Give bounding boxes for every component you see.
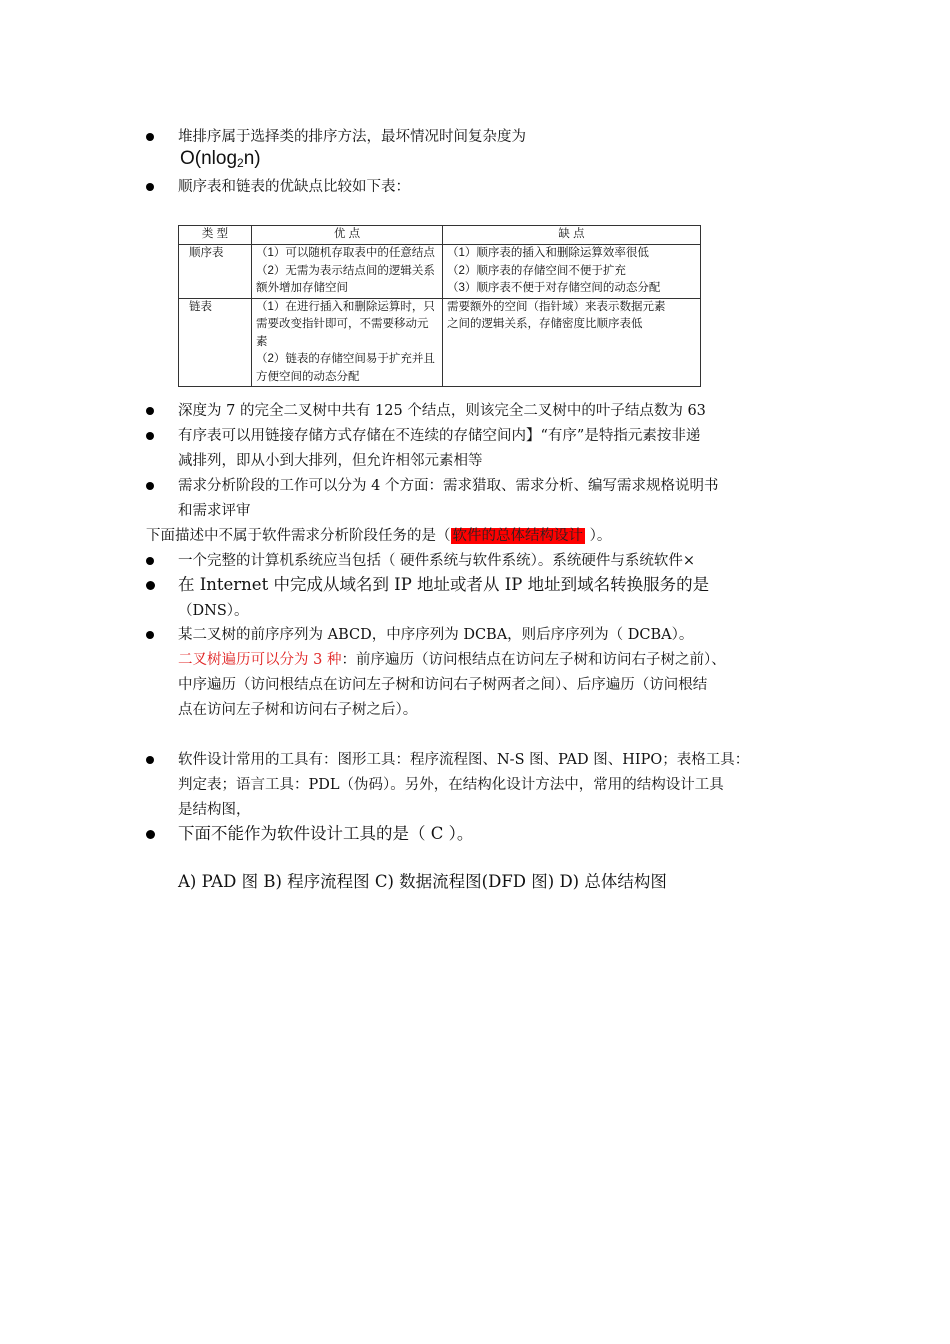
bullet-icon <box>146 432 154 440</box>
bullet-icon <box>146 557 154 565</box>
cons-line: （2）顺序表的存储空间不便于扩充 <box>447 264 626 277</box>
table-intro: 顺序表和链表的优缺点比较如下表： <box>178 179 410 195</box>
table-row <box>179 245 701 299</box>
design-tools-line-2: 判定表；语言工具：PDL（伪码）。另外，在结构化设计方法中，常用的结构设计工具 <box>178 777 724 793</box>
requirements-line-1: 需求分析阶段的工作可以分为 4 个方面：需求猎取、需求分析、编写需求规格说明书 <box>178 478 719 494</box>
highlighted-answer: 软件的总体结构设计 <box>452 528 583 544</box>
cons-line: （3）顺序表不便于对存储空间的动态分配 <box>447 282 661 294</box>
header-type: 类 型 <box>179 226 252 245</box>
binary-tree-text: 深度为 7 的完全二叉树中共有 125 个结点，则该完全二叉树中的叶子结点数为 63 <box>178 403 706 419</box>
heap-sort-text: 堆排序属于选择类的排序方法，最坏情况时间复杂度为 <box>178 129 526 145</box>
design-question: 下面不能作为软件设计工具的是（ C ）。 <box>178 824 474 843</box>
comparison-table <box>178 225 701 387</box>
heap-sort-formula: O(nlog$_2$n) <box>180 148 261 170</box>
row-pros <box>252 245 443 299</box>
traversal-question: 某二叉树的前序序列为 ABCD，中序序列为 DCBA，则后序序列为（ DCBA）。 <box>178 627 694 643</box>
table-row <box>179 298 701 387</box>
cons-line: 之间的逻辑关系，存储密度比顺序表低 <box>447 318 643 330</box>
header-pros: 优 点 <box>252 226 443 245</box>
pros-line: （2）无需为表示结点间的逻辑关系 <box>256 264 435 277</box>
bullet-icon <box>146 581 155 590</box>
pros-line: 需要改变指针即可，不需要移动元 <box>256 318 429 330</box>
traversal-line-1: 二叉树遍历可以分为 3 种：前序遍历（访问根结点在访问左子树和访问右子树之前）、 <box>178 652 726 668</box>
dns-line-1: 在 Internet 中完成从域名到 IP 地址或者从 IP 地址到域名转换服务的是 <box>178 575 710 594</box>
cons-line: 需要额外的空间（指针域）来表示数据元素 <box>447 300 666 313</box>
ordered-list-line-2: 减排列，即从小到大排列，但允许相邻元素相等 <box>178 453 483 469</box>
row-type: 链表 <box>179 298 252 387</box>
traversal-heading: 二叉树遍历可以分为 3 种 <box>178 652 342 668</box>
dns-line-2: （DNS）。 <box>178 603 249 619</box>
traversal-line-2: 中序遍历（访问根结点在访问左子树和访问右子树两者之间）、后序遍历（访问根结 <box>178 677 708 693</box>
bullet-icon <box>146 407 154 415</box>
pros-line: 素 <box>256 335 268 348</box>
row-type: 顺序表 <box>179 245 252 299</box>
cons-line: （1）顺序表的插入和删除运算效率很低 <box>447 247 649 259</box>
design-options: A) PAD 图 B) 程序流程图 C) 数据流程图(DFD 图) D) 总体结构图 <box>178 872 667 891</box>
computer-system-text: 一个完整的计算机系统应当包括（ 硬件系统与软件系统）。系统硬件与系统软件× <box>178 553 696 569</box>
bullet-icon <box>146 482 154 490</box>
pros-line: （1）可以随机存取表中的任意结点 <box>256 247 435 259</box>
header-cons: 缺 点 <box>443 226 701 245</box>
bullet-icon <box>146 756 154 764</box>
bullet-icon <box>146 830 155 839</box>
pros-line: 额外增加存储空间 <box>256 282 348 294</box>
pros-line: 方便空间的动态分配 <box>256 370 360 383</box>
bullet-icon <box>146 133 154 141</box>
table-header-row <box>179 226 701 245</box>
requirements-question: 下面描述中不属于软件需求分析阶段任务的是（ 软件的总体结构设计 ）。 <box>146 528 612 544</box>
traversal-line-3: 点在访问左子树和访问右子树之后）。 <box>178 702 418 718</box>
pros-line: （2）链表的存储空间易于扩充并且 <box>256 353 435 365</box>
row-cons <box>443 245 701 299</box>
design-tools-line-1: 软件设计常用的工具有：图形工具：程序流程图、N-S 图、PAD 图、HIPO；表格工具： <box>178 752 750 768</box>
design-tools-line-3: 是结构图， <box>178 802 251 818</box>
bullet-icon <box>146 183 154 191</box>
bullet-icon <box>146 631 154 639</box>
row-pros <box>252 298 443 387</box>
requirements-line-2: 和需求评审 <box>178 503 251 519</box>
ordered-list-line-1: 有序表可以用链接存储方式存储在不连续的存储空间内】“有序”是特指元素按非递 <box>178 428 701 444</box>
row-cons <box>443 298 701 387</box>
pros-line: （1）在进行插入和删除运算时，只 <box>256 300 435 313</box>
